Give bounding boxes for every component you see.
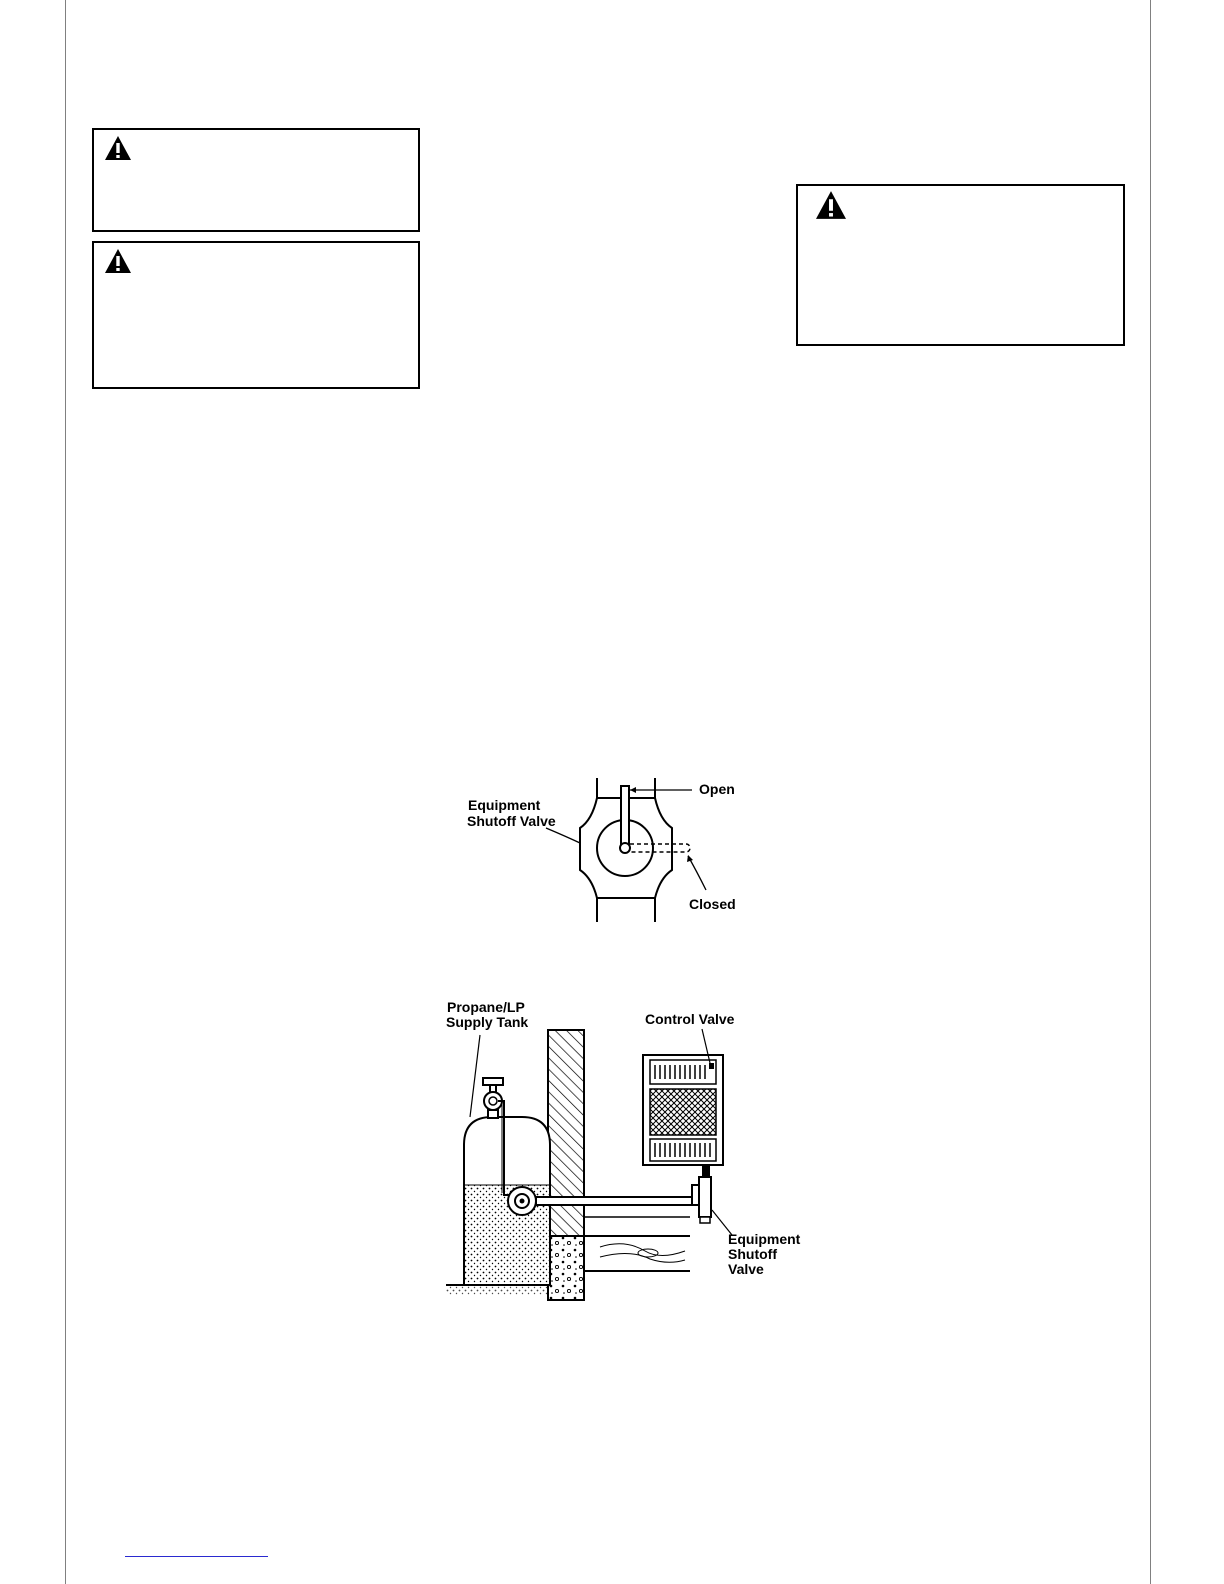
shutoff-label-line2: Shutoff [728,1246,777,1262]
shutoff-label-line1: Equipment [728,1231,801,1247]
warning-triangle-icon [104,248,132,274]
warning-triangle-icon [814,190,848,220]
open-label: Open [699,781,735,797]
valve-label-line2: Shutoff Valve [467,813,556,829]
page-footer-link-underline [125,1556,268,1557]
tank-label-line2: Supply Tank [446,1014,529,1030]
warning-box [92,241,420,389]
warning-box [796,184,1125,346]
valve-label-line1: Equipment [468,797,541,813]
shutoff-label-line3: Valve [728,1261,764,1277]
propane-installation-diagram [440,995,801,1305]
tank-label-line1: Propane/LP [447,999,525,1015]
page-border-left [65,0,66,1584]
closed-label: Closed [689,896,736,912]
control-valve-label: Control Valve [645,1011,735,1027]
warning-box [92,128,420,232]
warning-triangle-icon [104,135,132,161]
shutoff-valve-diagram [460,770,760,930]
page-border-right [1150,0,1151,1584]
